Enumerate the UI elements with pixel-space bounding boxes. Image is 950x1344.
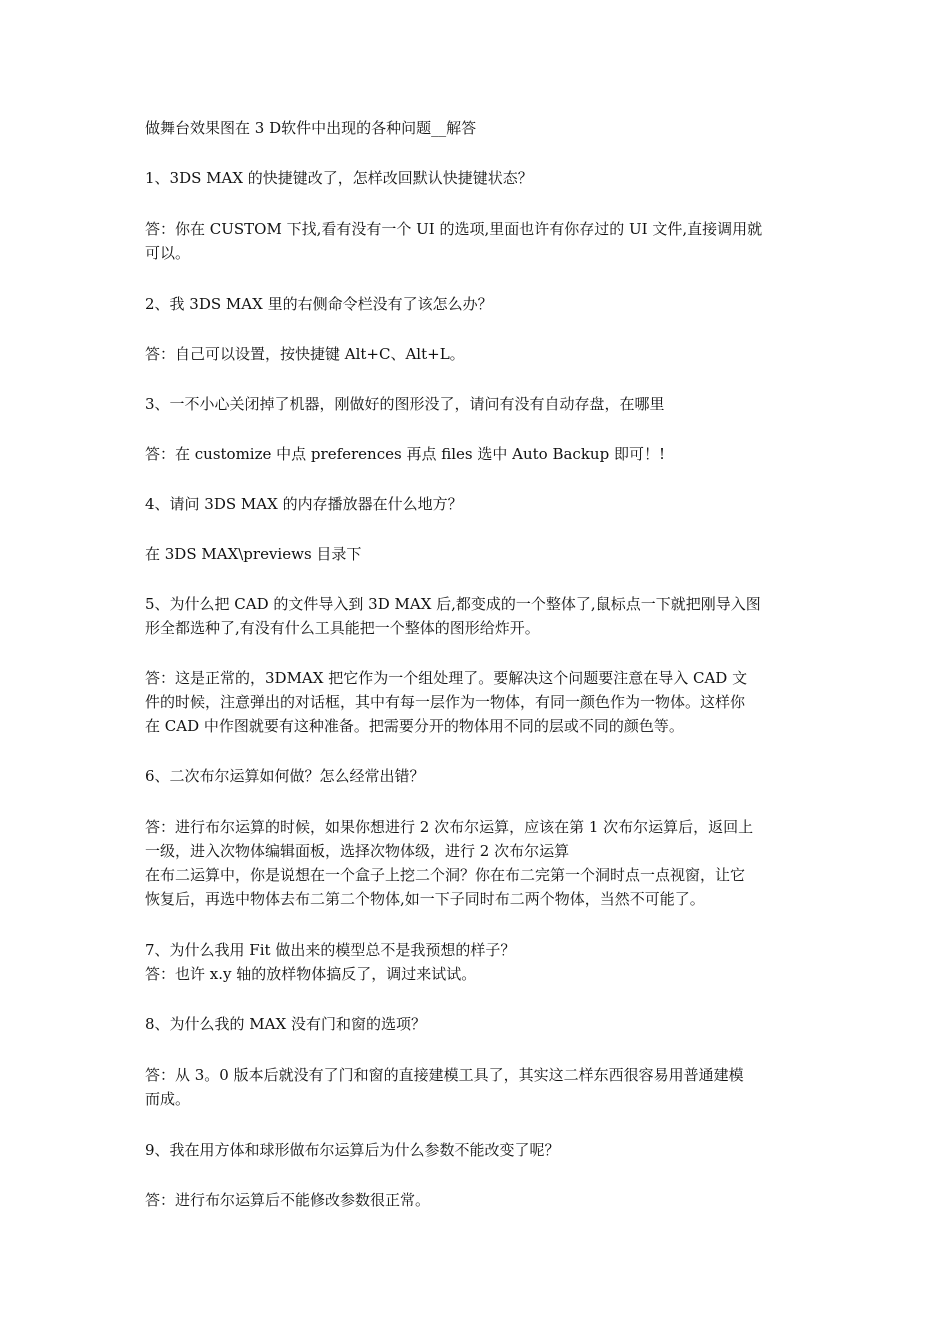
answer-6-line-1: 答：进行布尔运算的时候，如果你想进行 2 次布尔运算，应该在第 1 次布尔运算后，返回上	[145, 818, 754, 836]
question-9: 9、我在用方体和球形做布尔运算后为什么参数不能改变了呢？	[145, 1141, 560, 1159]
question-2: 2、我 3DS MAX 里的右侧命令栏没有了该怎么办？	[145, 295, 493, 313]
answer-5-line-1: 答：这是正常的，3DMAX 把它作为一个组处理了。要解决这个问题要注意在导入 CAD 文	[145, 669, 748, 687]
answer-6-line-2: 一级，进入次物体编辑面板，选择次物体级，进行 2 次布尔运算	[145, 842, 570, 860]
answer-9: 答：进行布尔运算后不能修改参数很正常。	[145, 1191, 431, 1209]
answer-5-line-2: 件的时候，注意弹出的对话框，其中有每一层作为一物体，有同一颜色作为一物体。这样你	[145, 693, 746, 711]
answer-7: 答：也许 x.y 轴的放样物体搞反了，调过来试试。	[145, 965, 477, 983]
answer-6-line-3: 在布二运算中，你是说想在一个盒子上挖二个洞？你在布二完第一个洞时点一点视窗，让它	[145, 866, 746, 884]
answer-8-line-2: 而成。	[145, 1090, 191, 1108]
question-8: 8、为什么我的 MAX 没有门和窗的选项？	[145, 1015, 426, 1033]
question-1: 1、3DS MAX 的快捷键改了，怎样改回默认快捷键状态？	[145, 169, 533, 187]
question-4: 4、请问 3DS MAX 的内存播放器在什么地方？	[145, 495, 463, 513]
question-5-line-1: 5、为什么把 CAD 的文件导入到 3D MAX 后,都变成的一个整体了,鼠标点一下就把刚导入图	[145, 595, 761, 613]
answer-6-line-4: 恢复后，再选中物体去布二第二个物体,如一下子同时布二两个物体，当然不可能了。	[145, 890, 705, 908]
question-5-line-2: 形全都选种了,有没有什么工具能把一个整体的图形给炸开。	[145, 619, 540, 637]
question-7: 7、为什么我用 Fit 做出来的模型总不是我预想的样子？	[145, 941, 516, 959]
answer-1-line-2: 可以。	[145, 244, 191, 262]
answer-3: 答：在 customize 中点 preferences 再点 files 选中 Auto Backup 即可！!	[145, 445, 665, 463]
answer-1-line-1: 答：你在 CUSTOM 下找,看有没有一个 UI 的选项,里面也许有你存过的 UI 文件,直接调用就	[145, 220, 763, 238]
document-title: 做舞台效果图在 3 D软件中出现的各种问题__解答	[145, 119, 477, 137]
question-3: 3、一不小心关闭掉了机器，刚做好的图形没了，请问有没有自动存盘，在哪里	[145, 395, 665, 413]
answer-4: 在 3DS MAX\previews 目录下	[145, 545, 362, 563]
answer-5-line-3: 在 CAD 中作图就要有这种准备。把需要分开的物体用不同的层或不同的颜色等。	[145, 717, 684, 735]
answer-2: 答：自己可以设置，按快捷键 Alt+C、Alt+L。	[145, 345, 465, 363]
question-6: 6、二次布尔运算如何做？怎么经常出错？	[145, 767, 425, 785]
answer-8-line-1: 答：从 3。0 版本后就没有了门和窗的直接建模工具了，其实这二样东西很容易用普通建模	[145, 1066, 744, 1084]
